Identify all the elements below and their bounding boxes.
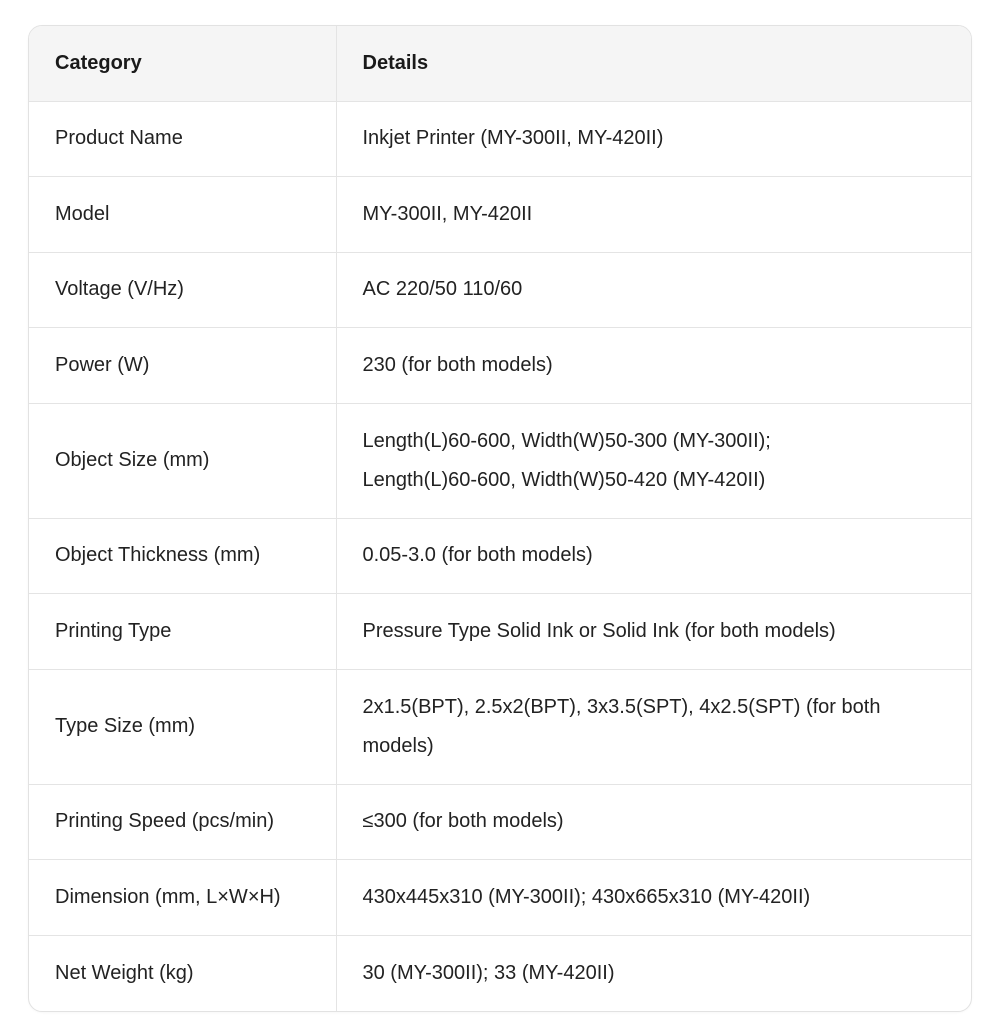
row-details: MY-300II, MY-420II	[336, 177, 971, 253]
details-line: Length(L)60-600, Width(W)50-300 (MY-300II);	[362, 429, 771, 452]
table-row	[29, 403, 971, 518]
table-row	[29, 328, 971, 404]
details-line: models)	[362, 734, 434, 757]
header-category: Category	[29, 26, 336, 101]
row-category: Voltage (V/Hz)	[29, 252, 336, 328]
row-details: Pressure Type Solid Ink or Solid Ink (for both models)	[336, 594, 971, 670]
row-category: Object Size (mm)	[29, 403, 336, 518]
row-details: 230 (for both models)	[336, 328, 971, 404]
row-category: Object Thickness (mm)	[29, 518, 336, 594]
spec-table-card	[28, 25, 972, 1012]
table-row	[29, 177, 971, 253]
table-row	[29, 252, 971, 328]
table-row	[29, 935, 971, 1011]
row-details: 430x445x310 (MY-300II); 430x665x310 (MY-420II)	[336, 860, 971, 936]
details-line: 2x1.5(BPT), 2.5x2(BPT), 3x3.5(SPT), 4x2.5(SPT) (for both	[362, 695, 881, 718]
row-details: AC 220/50 110/60	[336, 252, 971, 328]
row-category: Dimension (mm, L×W×H)	[29, 860, 336, 936]
row-details	[336, 403, 971, 518]
table-row	[29, 669, 971, 784]
spec-table	[29, 26, 971, 1011]
row-details: 30 (MY-300II); 33 (MY-420II)	[336, 935, 971, 1011]
row-details	[336, 669, 971, 784]
table-row	[29, 101, 971, 177]
table-row	[29, 860, 971, 936]
row-details: Inkjet Printer (MY-300II, MY-420II)	[336, 101, 971, 177]
row-category: Printing Speed (pcs/min)	[29, 784, 336, 860]
row-details: ≤300 (for both models)	[336, 784, 971, 860]
row-category: Printing Type	[29, 594, 336, 670]
row-category: Type Size (mm)	[29, 669, 336, 784]
row-category: Product Name	[29, 101, 336, 177]
details-line: Length(L)60-600, Width(W)50-420 (MY-420II)	[362, 468, 766, 491]
table-header-row	[29, 26, 971, 101]
row-details: 0.05-3.0 (for both models)	[336, 518, 971, 594]
row-category: Power (W)	[29, 328, 336, 404]
table-row	[29, 594, 971, 670]
table-row	[29, 784, 971, 860]
table-row	[29, 518, 971, 594]
row-category: Net Weight (kg)	[29, 935, 336, 1011]
row-category: Model	[29, 177, 336, 253]
header-details: Details	[336, 26, 971, 101]
